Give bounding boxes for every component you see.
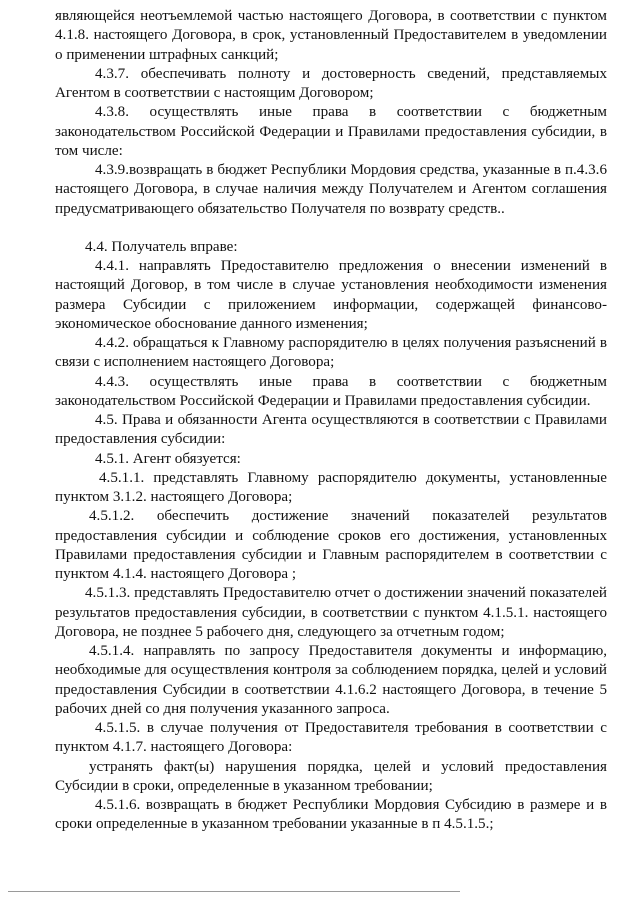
paragraph-4-5: 4.5. Права и обязанности Агента осуществляются в соответствии с Правилами предоставления субсидии: (55, 412, 607, 448)
paragraph-remedy-violations: устранять факт(ы) нарушения порядка, целей и условий предоставления Субсидии в сроки, определенные в указанном требовании; (55, 758, 607, 794)
paragraph-4-4-1: 4.4.1. направлять Предоставителю предложения о внесении изменений в настоящий Договор, в том числе в случае установления необходимости изменения размера Субсидии с приложением информации, содержащей финансово-экономическое обоснование данного изменения; (55, 258, 607, 332)
paragraph-4-4-2: 4.4.2. обращаться к Главному распорядителю в целях получения разъяснений в связи с исполнением настоящего Договора; (55, 335, 607, 371)
paragraph-4-5-1-4: 4.5.1.4. направлять по запросу Предоставителя документы и информацию, необходимые для осуществления контроля за соблюдением порядка, целей и условий предоставления Субсидии в соответствии 4.1.6.2 настоящего Договора, в течение 5 рабочих дней со дня получения указанного запроса. (55, 643, 607, 717)
paragraph-4-5-1-5: 4.5.1.5. в случае получения от Предоставителя требования в соответствии с пунктом 4.1.7. настоящего Договора: (55, 720, 607, 756)
paragraph-4-3-9: 4.3.9.возвращать в бюджет Республики Мордовия средства, указанные в п.4.3.6 настоящего Договора, в случае наличия между Получателем и Агентом соглашения предусматривающего обязательство Получателя по возврату средств.. (55, 162, 607, 217)
paragraph-4-5-1: 4.5.1. Агент обязуется: (95, 450, 241, 467)
paragraph-4-5-1-3: 4.5.1.3. представлять Предоставителю отчет о достижении значений показателей результатов предоставления субсидии, в соответствии с пунктом 4.1.5.1. настоящего Договора, не позднее 5 рабочего дня, следующего за отчетным годом; (55, 585, 607, 640)
section-heading-4-4: 4.4. Получатель вправе: (85, 238, 238, 255)
paragraph-4-3-7: 4.3.7. обеспечивать полноту и достоверность сведений, представляемых Агентом в соответствии с настоящим Договором; (55, 65, 607, 101)
paragraph-4-4-3: 4.4.3. осуществлять иные права в соответствии с бюджетным законодательством Российской Федерации и Правилами предоставления субсидии. (55, 373, 607, 409)
paragraph-continuation-4-3-6: являющейся неотъемлемой частью настоящего Договора, в соответствии с пунктом 4.1.8. настоящего Договора, в срок, установленный Предоставителем в уведомлении о применении штрафных санкций; (55, 8, 607, 63)
document-page (55, 7, 607, 835)
paragraph-4-5-1-2: 4.5.1.2. обеспечить достижение значений показателей результатов предоставления субсидии и соблюдение сроков его достижения, установленных Правилами предоставления субсидии и Главным распорядителем в соответствии с пунктом 4.1.4. настоящего Договора ; (55, 508, 607, 582)
paragraph-4-5-1-1: 4.5.1.1. представлять Главному распорядителю документы, установленные пунктом 3.1.2. настоящего Договора; (55, 469, 607, 505)
paragraph-4-3-8: 4.3.8. осуществлять иные права в соответствии с бюджетным законодательством Российской Федерации и Правилами предоставления субсидии, в том числе: (55, 104, 607, 159)
paragraph-4-5-1-6: 4.5.1.6. возвращать в бюджет Республики Мордовия Субсидию в размере и в сроки определенные в указанном требовании указанные в п 4.5.1.5.; (55, 797, 607, 833)
footer-divider (8, 891, 460, 892)
paragraph-spacer (55, 219, 607, 238)
